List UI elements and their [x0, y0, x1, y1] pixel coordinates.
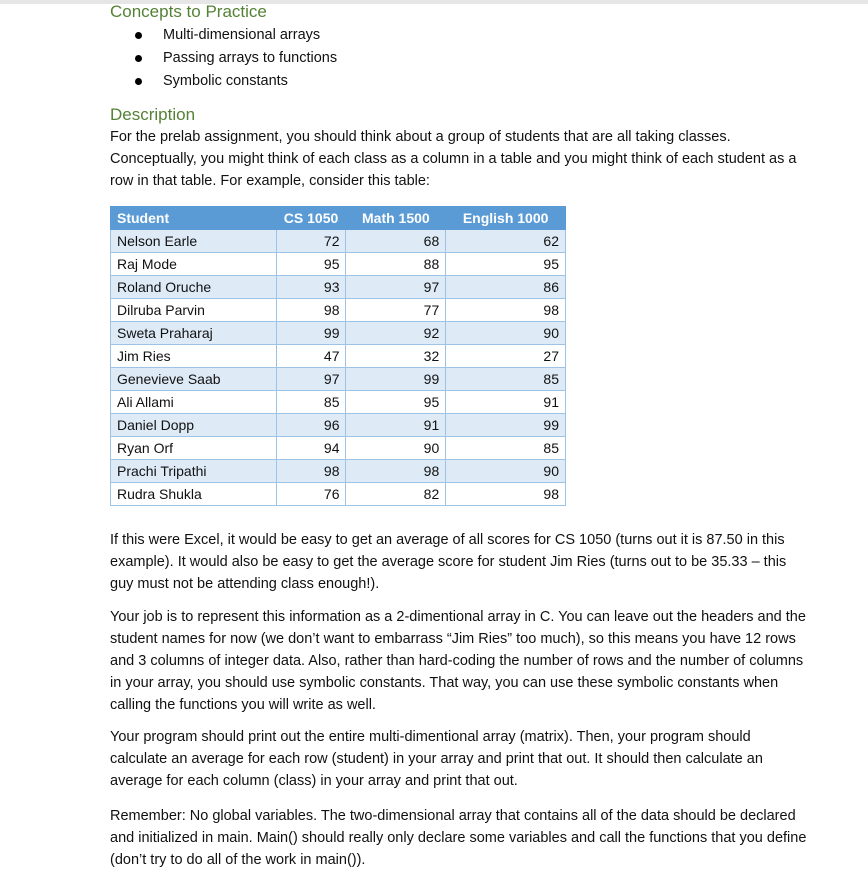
score-cell: 99 — [276, 322, 346, 345]
table-header-row — [111, 207, 566, 230]
score-cell: 90 — [446, 322, 566, 345]
student-name-cell: Ryan Orf — [111, 437, 277, 460]
header-student: Student — [111, 207, 277, 230]
score-cell: 95 — [346, 391, 446, 414]
table-row — [111, 437, 566, 460]
table-row — [111, 368, 566, 391]
table-body — [111, 230, 566, 506]
table-row — [111, 276, 566, 299]
table-row — [111, 322, 566, 345]
student-name-cell: Genevieve Saab — [111, 368, 277, 391]
paragraph-excel: If this were Excel, it would be easy to get an average of all scores for CS 1050 (turns out it is 87.50 in this example). It would also be easy to get the average score for student Jim Ries (turns out to be 35.33 – this guy must not be attending class enough!). — [110, 532, 787, 592]
score-cell: 98 — [446, 299, 566, 322]
student-name-cell: Ali Allami — [111, 391, 277, 414]
score-cell: 90 — [346, 437, 446, 460]
score-cell: 88 — [346, 253, 446, 276]
score-cell: 95 — [276, 253, 346, 276]
table-row — [111, 230, 566, 253]
score-cell: 47 — [276, 345, 346, 368]
score-cell: 96 — [276, 414, 346, 437]
score-cell: 86 — [446, 276, 566, 299]
header-cs1050: CS 1050 — [276, 207, 346, 230]
student-name-cell: Roland Oruche — [111, 276, 277, 299]
score-cell: 98 — [276, 299, 346, 322]
score-cell: 91 — [346, 414, 446, 437]
description-intro: For the prelab assignment, you should think about a group of students that are all taking classes. Conceptually, you might think of each class as a column in a table and you might think of each student as a row in that table. For example, consider this table: — [110, 129, 797, 189]
table-row — [111, 414, 566, 437]
score-cell: 99 — [446, 414, 566, 437]
student-name-cell: Nelson Earle — [111, 230, 277, 253]
score-cell: 95 — [446, 253, 566, 276]
student-name-cell: Raj Mode — [111, 253, 277, 276]
paragraph-remember: Remember: No global variables. The two-dimensional array that contains all of the data should be declared and initialized in main. Main() should really only declare some variables and call the functions that you define (don’t try to do all of the work in main()). — [110, 808, 807, 868]
paragraph-program: Your program should print out the entire multi-dimentional array (matrix). Then, your program should calculate an average for each row (student) in your array and print that out. It should then calculate an average for each column (class) in your array and print that out. — [110, 729, 763, 789]
score-cell: 85 — [446, 437, 566, 460]
concepts-list — [132, 24, 337, 93]
table-row — [111, 391, 566, 414]
description-heading: Description — [110, 105, 196, 124]
concept-item: Multi-dimensional arrays — [132, 24, 337, 47]
score-cell: 76 — [276, 483, 346, 506]
student-name-cell: Daniel Dopp — [111, 414, 277, 437]
score-cell: 32 — [346, 345, 446, 368]
score-cell: 68 — [346, 230, 446, 253]
score-cell: 98 — [346, 460, 446, 483]
score-cell: 94 — [276, 437, 346, 460]
student-name-cell: Rudra Shukla — [111, 483, 277, 506]
score-cell: 97 — [346, 276, 446, 299]
scores-table — [110, 206, 566, 506]
score-cell: 85 — [446, 368, 566, 391]
table-row — [111, 253, 566, 276]
score-cell: 90 — [446, 460, 566, 483]
header-english1000: English 1000 — [446, 207, 566, 230]
table-row — [111, 299, 566, 322]
student-name-cell: Sweta Praharaj — [111, 322, 277, 345]
student-name-cell: Prachi Tripathi — [111, 460, 277, 483]
paragraph-job: Your job is to represent this information as a 2-dimentional array in C. You can leave out the headers and the student names for now (we don’t want to embarrass “Jim Ries” too much), so this means you have 12 rows and 3 columns of integer data. Also, rather than hard-coding the number of rows and the number of columns in your array, you should use symbolic constants. That way, you can use these symbolic constants when calling the functions you will write as well. — [110, 609, 806, 713]
student-name-cell: Dilruba Parvin — [111, 299, 277, 322]
table-row — [111, 483, 566, 506]
score-cell: 98 — [276, 460, 346, 483]
score-cell: 82 — [346, 483, 446, 506]
score-cell: 99 — [346, 368, 446, 391]
score-cell: 27 — [446, 345, 566, 368]
concept-item: Symbolic constants — [132, 70, 337, 93]
concept-item: Passing arrays to functions — [132, 47, 337, 70]
table-row — [111, 345, 566, 368]
score-cell: 91 — [446, 391, 566, 414]
score-cell: 93 — [276, 276, 346, 299]
header-math1500: Math 1500 — [346, 207, 446, 230]
score-cell: 97 — [276, 368, 346, 391]
concepts-heading: Concepts to Practice — [110, 2, 267, 21]
score-cell: 92 — [346, 322, 446, 345]
student-name-cell: Jim Ries — [111, 345, 277, 368]
score-cell: 98 — [446, 483, 566, 506]
table-row — [111, 460, 566, 483]
score-cell: 62 — [446, 230, 566, 253]
score-cell: 77 — [346, 299, 446, 322]
score-cell: 72 — [276, 230, 346, 253]
score-cell: 85 — [276, 391, 346, 414]
